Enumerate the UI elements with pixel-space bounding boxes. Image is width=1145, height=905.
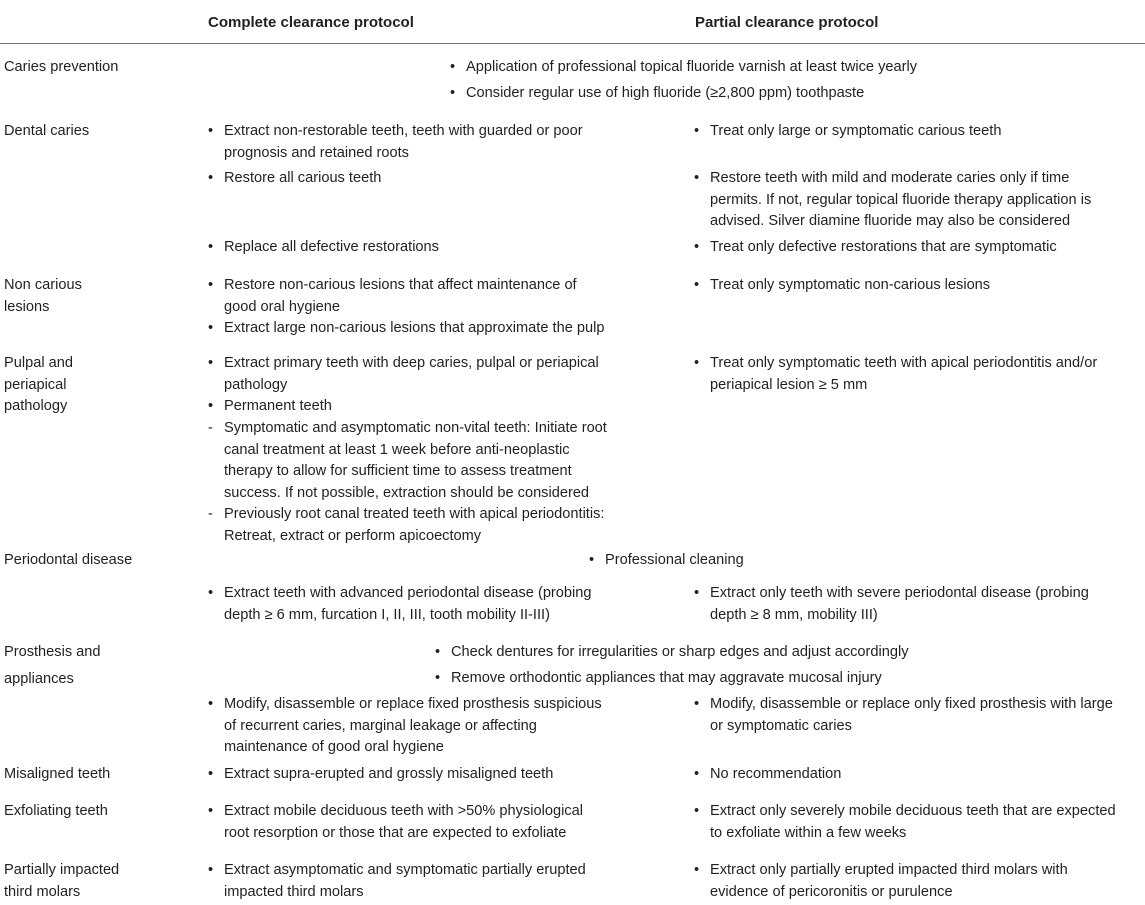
bullet-complete: • Extract teeth with advanced periodontal disease (probing depth ≥ 6 mm, furcation I, II, III, tooth mobility II-III): [224, 583, 592, 626]
bullet-both: • Professional cleaning: [605, 550, 744, 572]
bullet-partial: • Modify, disassemble or replace only fixed prosthesis with large or symptomatic caries: [710, 694, 1113, 737]
bullet-complete: • Replace all defective restorations: [224, 237, 439, 259]
bullet-complete: • Extract asymptomatic and symptomatic partially erupted impacted third molars: [224, 860, 586, 903]
bullet-partial: • Treat only large or symptomatic carious teeth: [710, 121, 1001, 143]
bullet-both: • Check dentures for irregularities or sharp edges and adjust accordingly: [451, 642, 909, 664]
bullet-partial: • Treat only symptomatic teeth with apical periodontitis and/or periapical lesion ≥ 5 mm: [710, 353, 1097, 396]
bullet-partial: • No recommendation: [710, 764, 841, 786]
row-label-prosthesis-appliances: Prosthesis and appliances: [4, 644, 101, 687]
bullet-complete: • Extract non-restorable teeth, teeth with guarded or poor prognosis and retained roots: [224, 121, 583, 164]
bullet-both: • Consider regular use of high fluoride (≥2,800 ppm) toothpaste: [466, 83, 864, 105]
header-complete-clearance: Complete clearance protocol: [208, 14, 414, 31]
bullet-complete: • Permanent teeth: [224, 396, 332, 418]
row-label-periodontal-disease: Periodontal disease: [4, 552, 133, 568]
dash-item-complete: - Previously root canal treated teeth with apical periodontitis: Retreat, extract or perform apicoectomy: [224, 504, 604, 547]
bullet-partial: • Extract only partially erupted impacted third molars with evidence of pericoronitis or purulence: [710, 860, 1068, 903]
bullet-complete: • Extract mobile deciduous teeth with >50% physiological root resorption or those that are expected to exfoliate: [224, 801, 583, 844]
bullet-both: • Application of professional topical fluoride varnish at least twice yearly: [466, 57, 917, 79]
row-label-exfoliating-teeth: Exfoliating teeth: [4, 803, 108, 819]
row-label-misaligned-teeth: Misaligned teeth: [4, 766, 111, 782]
bullet-complete: • Extract large non-carious lesions that approximate the pulp: [224, 318, 604, 340]
bullet-complete: • Restore non-carious lesions that affect maintenance of good oral hygiene: [224, 275, 577, 318]
bullet-partial: • Treat only defective restorations that are symptomatic: [710, 237, 1057, 259]
dash-item-complete: - Symptomatic and asymptomatic non-vital teeth: Initiate root canal treatment at least 1 week before anti-neoplastic therapy to allow for sufficient time to assess treatment success. If not possible, extraction should be considered: [224, 418, 607, 504]
bullet-both: • Remove orthodontic appliances that may aggravate mucosal injury: [451, 668, 882, 690]
header-partial-clearance: Partial clearance protocol: [695, 14, 879, 31]
header-divider: [0, 43, 1145, 44]
row-label-partially-impacted-third-molars: Partially impacted third molars: [4, 862, 120, 900]
row-label-caries-prevention: Caries prevention: [4, 59, 119, 75]
row-label-non-carious-lesions: Non carious lesions: [4, 277, 82, 315]
bullet-partial: • Extract only severely mobile deciduous teeth that are expected to exfoliate within a few weeks: [710, 801, 1116, 844]
bullet-complete: • Extract supra-erupted and grossly misaligned teeth: [224, 764, 553, 786]
bullet-partial: • Restore teeth with mild and moderate caries only if time permits. If not, regular topical fluoride therapy application is advised. Silver diamine fluoride may also be considered: [710, 168, 1091, 233]
bullet-complete: • Extract primary teeth with deep caries, pulpal or periapical pathology: [224, 353, 599, 396]
bullet-partial: • Treat only symptomatic non-carious lesions: [710, 275, 990, 297]
bullet-complete: • Restore all carious teeth: [224, 168, 381, 190]
row-label-pulpal-periapical-pathology: Pulpal and periapical pathology: [4, 355, 73, 414]
bullet-complete: • Modify, disassemble or replace fixed prosthesis suspicious of recurrent caries, marginal leakage or affecting maintenance of good oral hygiene: [224, 694, 602, 759]
row-label-dental-caries: Dental caries: [4, 123, 90, 139]
bullet-partial: • Extract only teeth with severe periodontal disease (probing depth ≥ 8 mm, mobility III): [710, 583, 1089, 626]
